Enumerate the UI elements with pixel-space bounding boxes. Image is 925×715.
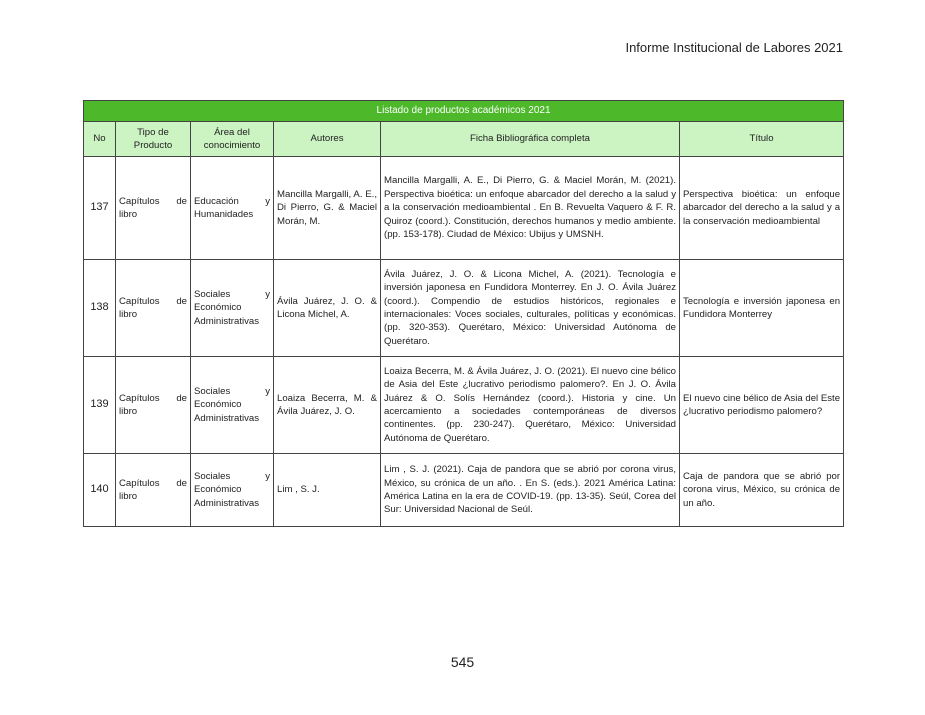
cell-area: Sociales y Económico Administrativas	[191, 260, 274, 357]
report-header-title: Informe Institucional de Labores 2021	[625, 40, 843, 55]
page-number: 545	[450, 654, 475, 670]
cell-area: Sociales y Económico Administrativas	[191, 454, 274, 527]
table-row	[84, 454, 844, 527]
column-header-autores: Autores	[274, 122, 381, 157]
cell-tipo: Capítulos de libro	[116, 157, 191, 260]
column-header-titulo: Título	[680, 122, 844, 157]
cell-autores: Lim , S. J.	[274, 454, 381, 527]
cell-area: Educación y Humanidades	[191, 157, 274, 260]
cell-ficha: Loaiza Becerra, M. & Ávila Juárez, J. O. (2021). El nuevo cine bélico de Asia del Este ¿lucrativo periodismo palomero?. En J. O. Ávila Juárez & O. Solís Hernández (coord.). Historia y cine. Un acercamiento a sociedades contemporáneas de diversos continentes. (pp. 230-247). Querétaro, México: Universidad Autónoma de Querétaro.	[381, 357, 680, 454]
cell-area: Sociales y Económico Administrativas	[191, 357, 274, 454]
cell-titulo: Perspectiva bioética: un enfoque abarcador del derecho a la salud y a la conservación medioambiental	[680, 157, 844, 260]
table-title: Listado de productos académicos 2021	[84, 101, 844, 122]
column-header-ficha: Ficha Bibliográfica completa	[381, 122, 680, 157]
cell-autores: Ávila Juárez, J. O. & Licona Michel, A.	[274, 260, 381, 357]
cell-no: 138	[84, 260, 116, 357]
column-header-no: No	[84, 122, 116, 157]
cell-tipo: Capítulos de libro	[116, 454, 191, 527]
cell-tipo: Capítulos de libro	[116, 260, 191, 357]
cell-titulo: El nuevo cine bélico de Asia del Este ¿lucrativo periodismo palomero?	[680, 357, 844, 454]
table-row	[84, 157, 844, 260]
cell-ficha: Mancilla Margalli, A. E., Di Pierro, G. & Maciel Morán, M. (2021). Perspectiva bioética: un enfoque abarcador del derecho a la salud y a la conservación medioambiental . En B. Revuelta Vaquero & F. R. Quiroz (coord.). Constitución, derechos humanos y medio ambiente. (pp. 153-178). Ciudad de México: Ubijus y UMSNH.	[381, 157, 680, 260]
table-row	[84, 357, 844, 454]
table-title-row	[84, 101, 844, 122]
cell-autores: Mancilla Margalli, A. E., Di Pierro, G. & Maciel Morán, M.	[274, 157, 381, 260]
academic-products-table-container	[83, 100, 843, 527]
table-row	[84, 260, 844, 357]
cell-no: 140	[84, 454, 116, 527]
table-header-row	[84, 122, 844, 157]
cell-ficha: Ávila Juárez, J. O. & Licona Michel, A. (2021). Tecnología e inversión japonesa en Fundidora Monterrey. En J. O. Ávila Juárez (coord.). Compendio de estudios históricos, regionales e internacionales: Voces sociales, culturales, políticas y económicas. (pp. 320-353). Querétaro, México: Universidad Autónoma de Querétaro.	[381, 260, 680, 357]
column-header-tipo: Tipo de Producto	[116, 122, 191, 157]
cell-titulo: Caja de pandora que se abrió por corona virus, México, su crónica de un año.	[680, 454, 844, 527]
cell-no: 137	[84, 157, 116, 260]
cell-ficha: Lim , S. J. (2021). Caja de pandora que se abrió por corona virus, México, su crónica de un año. . En S. (eds.). 2021 América Latina: América Latina en la era de COVID-19. (pp. 13-35). Seúl, Corea del Sur: Universidad Nacional de Seúl.	[381, 454, 680, 527]
cell-titulo: Tecnología e inversión japonesa en Fundidora Monterrey	[680, 260, 844, 357]
cell-autores: Loaiza Becerra, M. & Ávila Juárez, J. O.	[274, 357, 381, 454]
column-header-area: Área del conocimiento	[191, 122, 274, 157]
cell-tipo: Capítulos de libro	[116, 357, 191, 454]
academic-products-table	[83, 100, 844, 527]
cell-no: 139	[84, 357, 116, 454]
